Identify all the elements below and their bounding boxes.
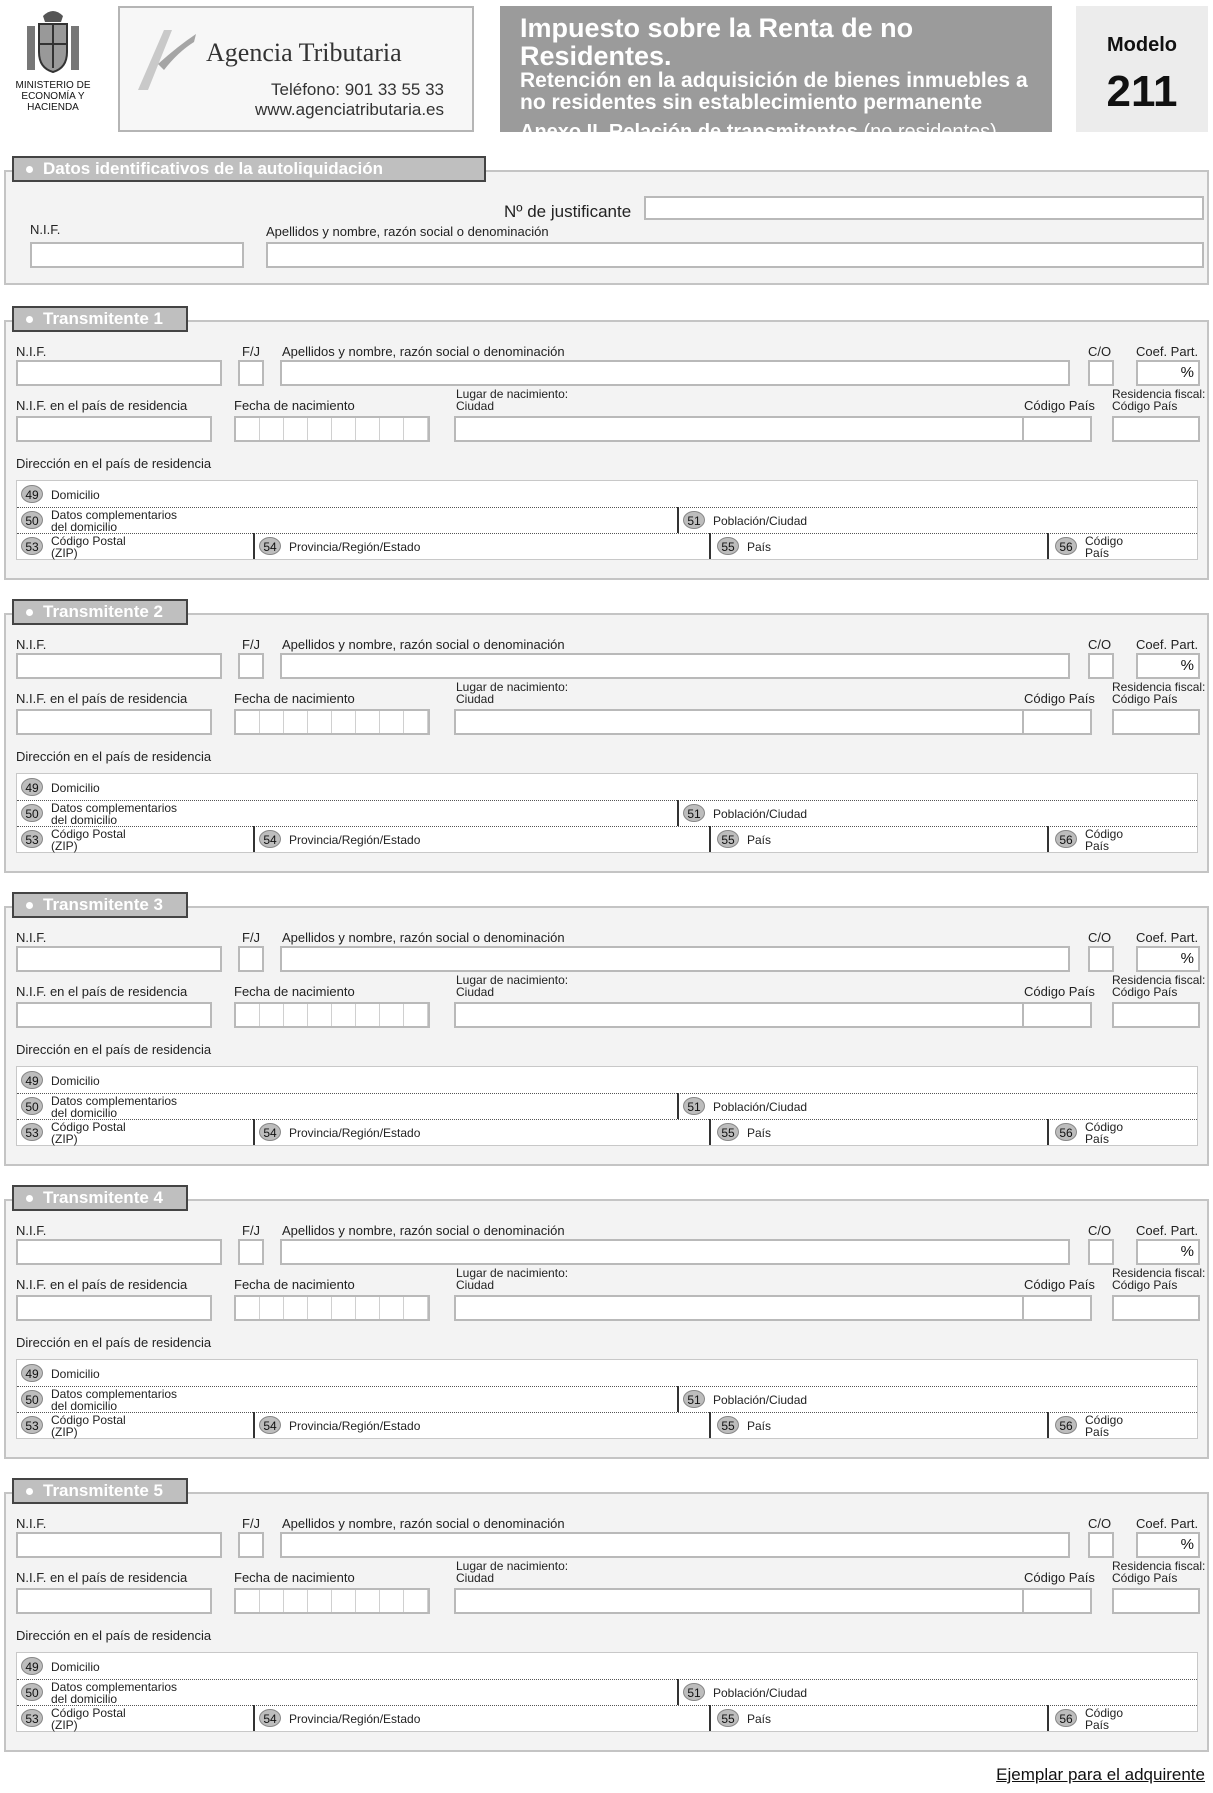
complement-label-2: del domicilio: [51, 520, 118, 534]
city-label: Ciudad: [456, 1571, 495, 1585]
box-53-badge: 53: [21, 1123, 43, 1141]
box-53-badge: 53: [21, 1416, 43, 1434]
country-code-field[interactable]: [1022, 1295, 1092, 1321]
address-row-postal[interactable]: [17, 1705, 1197, 1731]
nif-label: N.I.F.: [16, 1223, 47, 1238]
address-row-domicilio[interactable]: [17, 774, 1197, 801]
country-code-field[interactable]: [1022, 709, 1092, 735]
title-line-1: Impuesto sobre la Renta de no Residentes.: [520, 13, 914, 71]
province-label: Provincia/Región/Estado: [289, 540, 421, 554]
ident-section: [4, 170, 1209, 285]
address-label: Dirección en el país de residencia: [16, 749, 212, 764]
address-row-domicilio[interactable]: [17, 1360, 1197, 1387]
box-50-badge: 50: [21, 1390, 43, 1408]
country-label: País: [747, 1419, 772, 1433]
fj-field[interactable]: [238, 946, 264, 972]
fiscal-code-label: Código País: [1112, 399, 1178, 413]
box-54-badge: 54: [259, 1416, 281, 1434]
fj-field[interactable]: [238, 653, 264, 679]
fiscal-code-label: Código País: [1112, 985, 1178, 999]
nif-field[interactable]: [16, 653, 222, 679]
box-54-badge: 54: [259, 537, 281, 555]
coef-label: Coef. Part.: [1136, 637, 1199, 652]
country-code-label-1: Código: [1085, 1413, 1124, 1427]
complement-label-1: Datos complementarios: [51, 1387, 178, 1401]
fiscal-residence-label: Residencia fiscal:: [1112, 1266, 1206, 1280]
transmitente-section: [4, 1492, 1209, 1752]
bullet-icon: [26, 166, 33, 173]
city-field[interactable]: [454, 709, 1024, 735]
separator: [709, 1412, 711, 1438]
box-49-badge: 49: [21, 778, 43, 796]
ident-section-title: Datos identificativos de la autoliquidación: [43, 159, 384, 178]
birth-date-label: Fecha de nacimiento: [234, 398, 355, 413]
address-label: Dirección en el país de residencia: [16, 456, 212, 471]
city-label: Ciudad: [456, 1278, 495, 1292]
nif-field[interactable]: [16, 360, 222, 386]
birth-date-label: Fecha de nacimiento: [234, 1570, 355, 1585]
coef-field[interactable]: [1136, 946, 1200, 972]
fiscal-code-label: Código País: [1112, 1278, 1178, 1292]
complement-label-1: Datos complementarios: [51, 508, 178, 522]
separator: [1047, 1119, 1049, 1145]
nif-residence-field[interactable]: [16, 416, 212, 442]
postal-label-1: Código Postal: [51, 1120, 126, 1134]
box-54-badge: 54: [259, 1709, 281, 1727]
country-code-label-2: País: [1085, 1425, 1110, 1439]
complement-label-1: Datos complementarios: [51, 1680, 178, 1694]
separator: [709, 1705, 711, 1731]
country-code-label: Código País: [1024, 398, 1095, 413]
country-label: País: [747, 833, 772, 847]
separator: [253, 1119, 255, 1145]
box-50-badge: 50: [21, 804, 43, 822]
ministry-name: MINISTERIO DE ECONOMÍA Y HACIENDA: [15, 80, 91, 113]
name-field[interactable]: [280, 653, 1070, 679]
transmitente-section: [4, 320, 1209, 580]
address-row-complement[interactable]: [17, 507, 1197, 534]
country-code-field[interactable]: [1022, 1588, 1092, 1614]
justificante-field[interactable]: [644, 196, 1204, 220]
birth-date-label: Fecha de nacimiento: [234, 1277, 355, 1292]
address-row-complement[interactable]: [17, 1386, 1197, 1413]
modelo-label: Modelo: [1107, 34, 1177, 56]
percent-sign: %: [1180, 950, 1194, 967]
box-55-badge: 55: [717, 1709, 739, 1727]
copy-label: Ejemplar para el adquirente: [996, 1765, 1205, 1784]
country-code-label: Código País: [1024, 984, 1095, 999]
province-label: Provincia/Región/Estado: [289, 1419, 421, 1433]
complement-label-1: Datos complementarios: [51, 1094, 178, 1108]
bullet-icon: [26, 1195, 33, 1202]
address-block: [16, 480, 1198, 560]
box-51-badge: 51: [683, 1097, 705, 1115]
coef-field[interactable]: [1136, 1532, 1200, 1558]
separator: [677, 1679, 679, 1705]
nif-field[interactable]: [16, 1532, 222, 1558]
box-50-badge: 50: [21, 1683, 43, 1701]
complement-label-2: del domicilio: [51, 1399, 118, 1413]
name-label: Apellidos y nombre, razón social o denominación: [282, 930, 565, 945]
box-56-badge: 56: [1055, 1416, 1077, 1434]
province-label: Provincia/Región/Estado: [289, 1126, 421, 1140]
nif-residence-label: N.I.F. en el país de residencia: [16, 691, 188, 706]
country-label: País: [747, 1712, 772, 1726]
postal-label-2: (ZIP): [51, 1132, 78, 1146]
box-51-badge: 51: [683, 511, 705, 529]
agency-website[interactable]: www.agenciatributaria.es: [255, 100, 444, 119]
complement-label-2: del domicilio: [51, 813, 118, 827]
coef-label: Coef. Part.: [1136, 1223, 1199, 1238]
agency-logo-icon: [134, 24, 198, 94]
box-55-badge: 55: [717, 537, 739, 555]
separator: [253, 1412, 255, 1438]
box-53-badge: 53: [21, 537, 43, 555]
name-label: Apellidos y nombre, razón social o denominación: [282, 1223, 565, 1238]
address-row-domicilio[interactable]: [17, 481, 1197, 508]
nif-residence-label: N.I.F. en el país de residencia: [16, 984, 188, 999]
percent-sign: %: [1180, 657, 1194, 674]
nif-field[interactable]: [16, 1239, 222, 1265]
city-label: Población/Ciudad: [713, 807, 808, 821]
city-field[interactable]: [454, 416, 1024, 442]
postal-label-1: Código Postal: [51, 1413, 126, 1427]
co-label: C/O: [1088, 344, 1112, 359]
bullet-icon: [26, 902, 33, 909]
form-title-box: [500, 6, 1052, 143]
country-code-label-1: Código: [1085, 1120, 1124, 1134]
coef-label: Coef. Part.: [1136, 1516, 1199, 1531]
fiscal-residence-label: Residencia fiscal:: [1112, 387, 1206, 401]
coat-of-arms-icon: [17, 6, 89, 78]
birth-date-field[interactable]: [234, 709, 430, 735]
postal-label-2: (ZIP): [51, 1718, 78, 1732]
address-block: [16, 1652, 1198, 1732]
box-51-badge: 51: [683, 1683, 705, 1701]
transmitente-title: Transmitente 5: [43, 1481, 163, 1500]
nif-label: N.I.F.: [16, 930, 47, 945]
separator: [253, 533, 255, 559]
bullet-icon: [26, 609, 33, 616]
modelo-box: [1076, 6, 1208, 132]
city-label: Ciudad: [456, 985, 495, 999]
city-field[interactable]: [454, 1295, 1024, 1321]
box-49-badge: 49: [21, 1071, 43, 1089]
nif-residence-label: N.I.F. en el país de residencia: [16, 1277, 188, 1292]
separator: [709, 533, 711, 559]
name-field[interactable]: [280, 1532, 1070, 1558]
address-row-postal[interactable]: [17, 1119, 1197, 1145]
address-row-postal[interactable]: [17, 1412, 1197, 1438]
city-label: Ciudad: [456, 399, 495, 413]
birth-date-label: Fecha de nacimiento: [234, 984, 355, 999]
country-label: País: [747, 540, 772, 554]
box-49-badge: 49: [21, 1657, 43, 1675]
fiscal-code-field[interactable]: [1112, 416, 1200, 442]
nif-label: N.I.F.: [16, 637, 47, 652]
box-49-badge: 49: [21, 485, 43, 503]
box-54-badge: 54: [259, 1123, 281, 1141]
name-label: Apellidos y nombre, razón social o denominación: [282, 637, 565, 652]
province-label: Provincia/Región/Estado: [289, 1712, 421, 1726]
name-field[interactable]: [280, 946, 1070, 972]
country-code-label: Código País: [1024, 1277, 1095, 1292]
nif-field[interactable]: [16, 946, 222, 972]
box-55-badge: 55: [717, 1416, 739, 1434]
separator: [1047, 1705, 1049, 1731]
birthplace-label: Lugar de nacimiento:: [456, 387, 569, 401]
separator: [1047, 533, 1049, 559]
co-field[interactable]: [1088, 360, 1114, 386]
box-55-badge: 55: [717, 1123, 739, 1141]
separator: [677, 1386, 679, 1412]
address-label: Dirección en el país de residencia: [16, 1628, 212, 1643]
address-block: [16, 773, 1198, 853]
co-label: C/O: [1088, 637, 1112, 652]
nif-label: N.I.F.: [16, 1516, 47, 1531]
separator: [253, 1705, 255, 1731]
country-code-field[interactable]: [1022, 1002, 1092, 1028]
complement-label-2: del domicilio: [51, 1106, 118, 1120]
country-code-label-2: País: [1085, 546, 1110, 560]
transmitente-title: Transmitente 1: [43, 309, 163, 328]
percent-sign: %: [1180, 364, 1194, 381]
box-54-badge: 54: [259, 830, 281, 848]
country-code-label-2: País: [1085, 1132, 1110, 1146]
box-56-badge: 56: [1055, 1123, 1077, 1141]
ident-name-label: Apellidos y nombre, razón social o denominación: [266, 224, 549, 239]
birthplace-label: Lugar de nacimiento:: [456, 1559, 569, 1573]
fiscal-code-label: Código País: [1112, 692, 1178, 706]
separator: [677, 800, 679, 826]
title-line-3: no residentes sin establecimiento permanente: [520, 91, 983, 114]
address-row-complement[interactable]: [17, 1679, 1197, 1706]
nif-residence-field[interactable]: [16, 1002, 212, 1028]
transmitente-title: Transmitente 3: [43, 895, 163, 914]
box-50-badge: 50: [21, 511, 43, 529]
birthplace-label: Lugar de nacimiento:: [456, 1266, 569, 1280]
box-55-badge: 55: [717, 830, 739, 848]
fj-label: F/J: [242, 1516, 261, 1531]
name-field[interactable]: [280, 1239, 1070, 1265]
address-block: [16, 1359, 1198, 1439]
country-code-label: Código País: [1024, 691, 1095, 706]
coef-label: Coef. Part.: [1136, 344, 1199, 359]
separator: [709, 1119, 711, 1145]
separator: [253, 826, 255, 852]
fj-label: F/J: [242, 930, 261, 945]
city-label: Población/Ciudad: [713, 514, 808, 528]
city-label: Ciudad: [456, 692, 495, 706]
birth-date-field[interactable]: [234, 1588, 430, 1614]
bullet-icon: [26, 316, 33, 323]
bullet-icon: [26, 1488, 33, 1495]
separator: [1047, 1412, 1049, 1438]
transmitente-tab: [12, 1478, 188, 1504]
ident-name-field[interactable]: [266, 242, 1204, 268]
transmitente-title: Transmitente 2: [43, 602, 163, 621]
percent-sign: %: [1180, 1243, 1194, 1260]
postal-label-1: Código Postal: [51, 534, 126, 548]
co-field[interactable]: [1088, 946, 1114, 972]
ident-section-tab: [12, 156, 486, 182]
country-code-label-2: País: [1085, 839, 1110, 853]
separator: [677, 507, 679, 533]
city-field[interactable]: [454, 1588, 1024, 1614]
transmitente-tab: [12, 892, 188, 918]
coef-field[interactable]: [1136, 360, 1200, 386]
nif-residence-label: N.I.F. en el país de residencia: [16, 1570, 188, 1585]
annex-title: [520, 120, 1032, 144]
postal-label-1: Código Postal: [51, 827, 126, 841]
address-row-complement[interactable]: [17, 1093, 1197, 1120]
fiscal-code-field[interactable]: [1112, 1002, 1200, 1028]
country-code-label-2: País: [1085, 1718, 1110, 1732]
nif-residence-label: N.I.F. en el país de residencia: [16, 398, 188, 413]
agency-name: Agencia Tributaria: [206, 38, 402, 67]
title-line-2: Retención en la adquisición de bienes inmuebles a: [520, 69, 1028, 92]
box-50-badge: 50: [21, 1097, 43, 1115]
domicilio-label: Domicilio: [51, 488, 100, 502]
co-field[interactable]: [1088, 653, 1114, 679]
box-56-badge: 56: [1055, 830, 1077, 848]
nif-residence-field[interactable]: [16, 709, 212, 735]
coef-field[interactable]: [1136, 1239, 1200, 1265]
transmitente-tab: [12, 599, 188, 625]
co-field[interactable]: [1088, 1239, 1114, 1265]
country-code-label: Código País: [1024, 1570, 1095, 1585]
co-label: C/O: [1088, 930, 1112, 945]
ministry-logo: [8, 6, 98, 121]
box-56-badge: 56: [1055, 1709, 1077, 1727]
address-block: [16, 1066, 1198, 1146]
city-label: Población/Ciudad: [713, 1393, 808, 1407]
fj-label: F/J: [242, 637, 261, 652]
city-field[interactable]: [454, 1002, 1024, 1028]
coef-label: Coef. Part.: [1136, 930, 1199, 945]
transmitente-tab: [12, 306, 188, 332]
country-code-label-1: Código: [1085, 534, 1124, 548]
transmitente-section: [4, 906, 1209, 1166]
fiscal-residence-label: Residencia fiscal:: [1112, 680, 1206, 694]
agency-box: [118, 6, 474, 132]
nif-label: N.I.F.: [16, 344, 47, 359]
transmitente-tab: [12, 1185, 188, 1211]
fiscal-code-field[interactable]: [1112, 709, 1200, 735]
address-row-postal[interactable]: [17, 533, 1197, 559]
fiscal-code-label: Código País: [1112, 1571, 1178, 1585]
separator: [1047, 826, 1049, 852]
birthplace-label: Lugar de nacimiento:: [456, 973, 569, 987]
annex-light: (no residentes): [863, 121, 997, 143]
domicilio-label: Domicilio: [51, 1367, 100, 1381]
birth-date-label: Fecha de nacimiento: [234, 691, 355, 706]
separator: [677, 1093, 679, 1119]
nif-residence-field[interactable]: [16, 1295, 212, 1321]
percent-sign: %: [1180, 1536, 1194, 1553]
birth-date-field[interactable]: [234, 416, 430, 442]
transmitente-title: Transmitente 4: [43, 1188, 163, 1207]
co-label: C/O: [1088, 1516, 1112, 1531]
country-code-label-1: Código: [1085, 1706, 1124, 1720]
postal-label-2: (ZIP): [51, 839, 78, 853]
birth-date-field[interactable]: [234, 1002, 430, 1028]
nif-residence-field[interactable]: [16, 1588, 212, 1614]
city-label: Población/Ciudad: [713, 1100, 808, 1114]
box-56-badge: 56: [1055, 537, 1077, 555]
postal-label-2: (ZIP): [51, 546, 78, 560]
address-row-postal[interactable]: [17, 826, 1197, 852]
address-row-domicilio[interactable]: [17, 1067, 1197, 1094]
address-label: Dirección en el país de residencia: [16, 1335, 212, 1350]
agency-phone: Teléfono: 901 33 55 33: [271, 80, 444, 99]
transmitente-section: [4, 613, 1209, 873]
postal-label-2: (ZIP): [51, 1425, 78, 1439]
address-row-complement[interactable]: [17, 800, 1197, 827]
fj-label: F/J: [242, 1223, 261, 1238]
co-label: C/O: [1088, 1223, 1112, 1238]
fiscal-code-field[interactable]: [1112, 1295, 1200, 1321]
address-label: Dirección en el país de residencia: [16, 1042, 212, 1057]
country-label: País: [747, 1126, 772, 1140]
name-label: Apellidos y nombre, razón social o denominación: [282, 344, 565, 359]
box-53-badge: 53: [21, 1709, 43, 1727]
complement-label-1: Datos complementarios: [51, 801, 178, 815]
address-row-domicilio[interactable]: [17, 1653, 1197, 1680]
domicilio-label: Domicilio: [51, 781, 100, 795]
ident-nif-label: N.I.F.: [30, 222, 61, 237]
domicilio-label: Domicilio: [51, 1660, 100, 1674]
birth-date-field[interactable]: [234, 1295, 430, 1321]
fj-field[interactable]: [238, 1532, 264, 1558]
city-label: Población/Ciudad: [713, 1686, 808, 1700]
ident-nif-field[interactable]: [30, 242, 244, 268]
postal-label-1: Código Postal: [51, 1706, 126, 1720]
justificante-label: Nº de justificante: [504, 202, 632, 221]
fiscal-code-field[interactable]: [1112, 1588, 1200, 1614]
co-field[interactable]: [1088, 1532, 1114, 1558]
annex-bold: Anexo II. Relación de transmitentes: [520, 121, 858, 143]
box-51-badge: 51: [683, 804, 705, 822]
country-code-field[interactable]: [1022, 416, 1092, 442]
box-53-badge: 53: [21, 830, 43, 848]
birthplace-label: Lugar de nacimiento:: [456, 680, 569, 694]
fiscal-residence-label: Residencia fiscal:: [1112, 1559, 1206, 1573]
fj-label: F/J: [242, 344, 261, 359]
complement-label-2: del domicilio: [51, 1692, 118, 1706]
name-label: Apellidos y nombre, razón social o denominación: [282, 1516, 565, 1531]
fiscal-residence-label: Residencia fiscal:: [1112, 973, 1206, 987]
separator: [709, 826, 711, 852]
transmitente-section: [4, 1199, 1209, 1459]
box-51-badge: 51: [683, 1390, 705, 1408]
coef-field[interactable]: [1136, 653, 1200, 679]
country-code-label-1: Código: [1085, 827, 1124, 841]
name-field[interactable]: [280, 360, 1070, 386]
province-label: Provincia/Región/Estado: [289, 833, 421, 847]
fj-field[interactable]: [238, 360, 264, 386]
fj-field[interactable]: [238, 1239, 264, 1265]
modelo-number: 211: [1106, 67, 1178, 116]
domicilio-label: Domicilio: [51, 1074, 100, 1088]
box-49-badge: 49: [21, 1364, 43, 1382]
